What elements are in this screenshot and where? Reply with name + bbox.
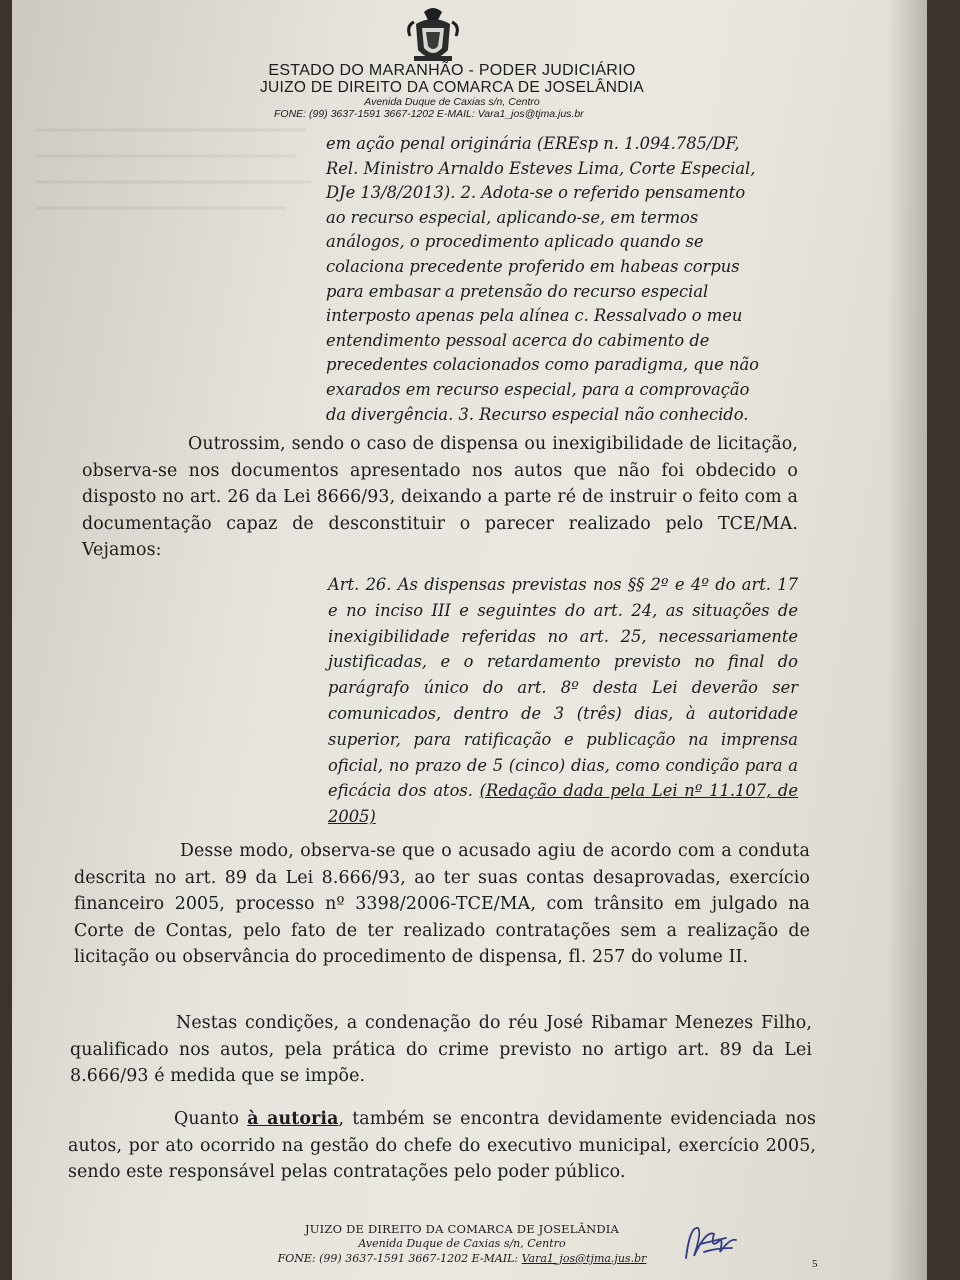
quote-line: Rel. Ministro Arnaldo Esteves Lima, Corte Especial, (326, 158, 756, 178)
footer-contact (252, 1251, 672, 1267)
quote-line: para embasar a pretensão do recurso especial (326, 281, 709, 301)
letterhead-contact: FONE: (99) 3637-1591 3667-1202 E-MAIL: Vara1_jos@tjma.jus.br (274, 108, 584, 120)
footer-court: JUIZO DE DIREITO DA COMARCA DE JOSELÂNDIA (304, 1222, 620, 1236)
article-note: (Redação dada pela Lei nº 11.107, de 2005) (328, 781, 798, 827)
paragraph-text: Outrossim, sendo o caso de dispensa ou inexigibilidade de licitação, observa-se nos documentos apresentado nos autos que não foi obdecido o disposto no art. 26 da Lei 8666/93, deixando a parte ré de instruir o feito com a documentação capaz de desconstituir o parecer realizado pelo TCE/MA. Vejamos: (82, 434, 798, 560)
paragraph-conduta (74, 838, 810, 971)
autoria-intro: Quanto (174, 1109, 248, 1129)
page-number: 5 (812, 1258, 818, 1270)
article-text (328, 572, 798, 830)
footer-phone: FONE: (99) 3637-1591 3667-1202 E-MAIL: (277, 1252, 522, 1265)
quote-line: exarados em recurso especial, para a comprovação (326, 379, 750, 399)
quote-line: ao recurso especial, aplicando-se, em termos (326, 207, 699, 227)
document-page (12, 0, 927, 1280)
signature-icon (680, 1218, 742, 1268)
page-edge-shadow (887, 0, 927, 1280)
footer-address: Avenida Duque de Caxias s/n, Centro (358, 1237, 566, 1250)
letterhead-court: JUIZO DE DIREITO DA COMARCA DE JOSELÂNDIA (259, 79, 645, 96)
quote-line: análogos, o procedimento aplicado quando se (326, 232, 704, 252)
paragraph-text: Desse modo, observa-se que o acusado agiu de acordo com a conduta descrita no art. 89 da Lei 8.666/93, ao ter suas contas desaprovadas, exercício financeiro 2005, processo nº 3398/2006-TCE/MA, com trânsito em julgado na Corte de Contas, pelo fato de ter realizado contratações sem a realização de licitação ou observância do procedimento de dispensa, fl. 257 do volume II. (74, 841, 810, 967)
letterhead (212, 62, 692, 120)
paragraph-dispensa (82, 431, 798, 564)
article-body: Art. 26. As dispensas previstas nos §§ 2º e 4º do art. 17 e no inciso III e seguintes do art. 24, as situações de inexigibilidade referidas no art. 25, necessariamente justificadas, e o retardamento previsto no final do parágrafo único do art. 8º desta Lei deverão ser comunicados, dentro de 3 (três) dias, à autoridade superior, para ratificação e publicação na imprensa oficial, no prazo de 5 (cinco) dias, como condição para a eficácia dos atos. (328, 575, 798, 801)
autoria-rest: , também se encontra devidamente evidenciada nos autos, por ato ocorrido na gestão do chefe do executivo municipal, exercício 2005, sendo este responsável pelas contratações pelo poder público. (68, 1109, 816, 1182)
page-footer (252, 1222, 672, 1267)
quote-line: em ação penal originária (EREsp n. 1.094.785/DF, (326, 134, 740, 153)
quote-line: entendimento pessoal acerca do cabimento de (326, 330, 710, 350)
quote-line: DJe 13/8/2013). 2. Adota-se o referido pensamento (326, 183, 746, 203)
jurisprudence-quote (326, 132, 784, 427)
quote-line: interposto apenas pela alínea c. Ressalvado o meu (326, 306, 743, 326)
paragraph-condenacao (70, 1010, 812, 1090)
quote-line: precedentes colacionados como paradigma, que não (326, 355, 759, 375)
letterhead-state: ESTADO DO MARANHÃO - PODER JUDICIÁRIO (268, 62, 636, 79)
coat-of-arms-icon (402, 6, 464, 68)
law-article-quote (328, 572, 798, 830)
footer-email-link[interactable]: Vara1_jos@tjma.jus.br (521, 1252, 647, 1265)
paragraph-text: Nestas condições, a condenação do réu José Ribamar Menezes Filho, qualificado nos autos, pela prática do crime previsto no artigo art. 89 da Lei 8.666/93 é medida que se impõe. (70, 1013, 812, 1086)
quote-line: da divergência. 3. Recurso especial não conhecido. (326, 404, 749, 424)
paragraph-autoria (68, 1106, 816, 1186)
letterhead-address: Avenida Duque de Caxias s/n, Centro (364, 96, 540, 108)
quote-line: colaciona precedente proferido em habeas corpus (326, 256, 740, 276)
paragraph-text (68, 1106, 816, 1186)
show-through-texture (36, 120, 316, 240)
autoria-emphasis: à autoria (247, 1109, 339, 1129)
